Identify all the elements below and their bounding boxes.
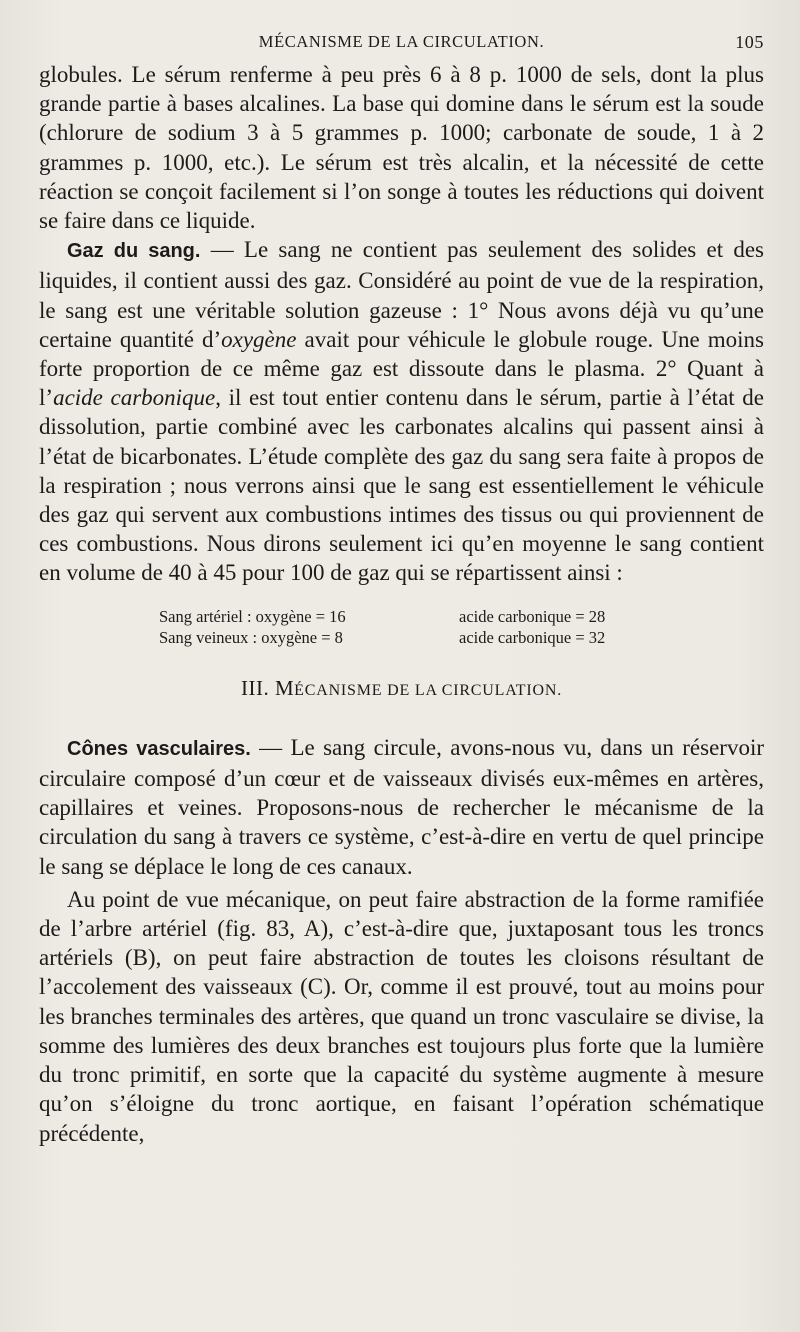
heading-gaz-du-sang: Gaz du sang. (67, 240, 201, 263)
section-heading (39, 674, 764, 705)
text-segment: , il est tout entier contenu dans le sérum, partie à l’état de dissolution, partie combiné avec les carbonates alcalins qui passent ainsi à l’état de bicarbonates. L’étude complète des gaz du sang sera faite à propos de la respiration ; nous verrons ainsi que le sang est essentiellement le véhicule des gaz qui servent aux combustions intimes des tissus ou qui proviennent de ces combustions. Nous dirons seulement ici qu’en moyenne le sang contient en volume de 40 à 45 pour 100 de gaz qui se répartissent ainsi : (39, 385, 764, 586)
gas-row-label-and-oxygen (159, 606, 459, 627)
running-header (39, 32, 764, 60)
running-title: MÉCANISME DE LA CIRCULATION. (258, 32, 545, 51)
co2-value: acide carbonique = 28 (459, 606, 606, 626)
gas-row-label: Sang artériel : (159, 606, 252, 626)
oxygen-value: oxygène = 8 (261, 627, 343, 647)
paragraph-cones-vasculaires (39, 733, 764, 881)
text-segment: avait pour véhicule le globule rouge. Une moins forte proportion de ce même gaz est dissoute dans le plasma. 2° Quant à l’ (39, 326, 764, 411)
text-body (39, 60, 764, 1148)
section-number: III. (241, 675, 270, 700)
gas-row-venous (159, 627, 764, 648)
text-segment: — Le sang ne contient pas seulement des solides et des liquides, il contient aussi des gaz. Considéré au point de vue de la respiration, le sang est une véritable solution gazeuse : 1° Nous avons déjà vu qu’une certaine quantité d’ (39, 237, 764, 352)
heading-cones-vasculaires: Cônes vasculaires. (67, 737, 251, 760)
gas-row-arterial (159, 606, 764, 627)
section-initial: M (274, 675, 295, 700)
page-number: 105 (735, 32, 764, 52)
gas-row-label-and-oxygen (159, 627, 459, 648)
term-acide-carbonique: acide carbonique (53, 385, 216, 411)
term-oxygene: oxygène (221, 326, 297, 352)
paragraph-serum: globules. Le sérum renferme à peu près 6 à 8 p. 1000 de sels, dont la plus grande partie à bases alcalines. La base qui domine dans le sérum est la soude (chlorure de sodium 3 à 5 grammes p. 1000; carbonate de soude, 1 à 2 grammes p. 1000, etc.). Le sérum est très alcalin, et la nécessité de cette réaction se conçoit facilement si l’on songe à toutes les réductions qui doivent se faire dans ce liquide. (39, 62, 764, 234)
oxygen-value: oxygène = 16 (255, 606, 346, 626)
section-title-rest: ÉCANISME DE LA CIRCULATION. (294, 681, 562, 699)
paragraph-gaz-du-sang (39, 235, 764, 587)
co2-value: acide carbonique = 32 (459, 627, 606, 647)
gas-composition-table (159, 606, 764, 648)
gas-row-label: Sang veineux : (159, 627, 258, 647)
paragraph-point-de-vue-mecanique: Au point de vue mécanique, on peut faire abstraction de la forme ramifiée de l’arbre artériel (fig. 83, A), c’est-à-dire que, juxtaposant tous les troncs artériels (B), on peut faire abstraction de toutes les cloisons résultant de l’accolement des vaisseaux (C). Or, comme il est prouvé, tout au moins pour les branches terminales des artères, que quand un tronc vasculaire se divise, la somme des lumières des deux branches est toujours plus forte que la lumière du tronc primitif, en sorte que la capacité du système augmente à mesure qu’on s’éloigne du tronc aortique, en faisant l’opération schématique précédente, (39, 886, 764, 1146)
text-segment: — Le sang circule, avons-nous vu, dans un réservoir circulaire composé d’un cœur et de vaisseaux divisés eux-mêmes en artères, capillaires et veines. Proposons-nous de rechercher le mécanisme de la circulation du sang à travers ce système, c’est-à-dire en vertu de quel principe le sang se déplace le long de ces canaux. (39, 734, 764, 879)
